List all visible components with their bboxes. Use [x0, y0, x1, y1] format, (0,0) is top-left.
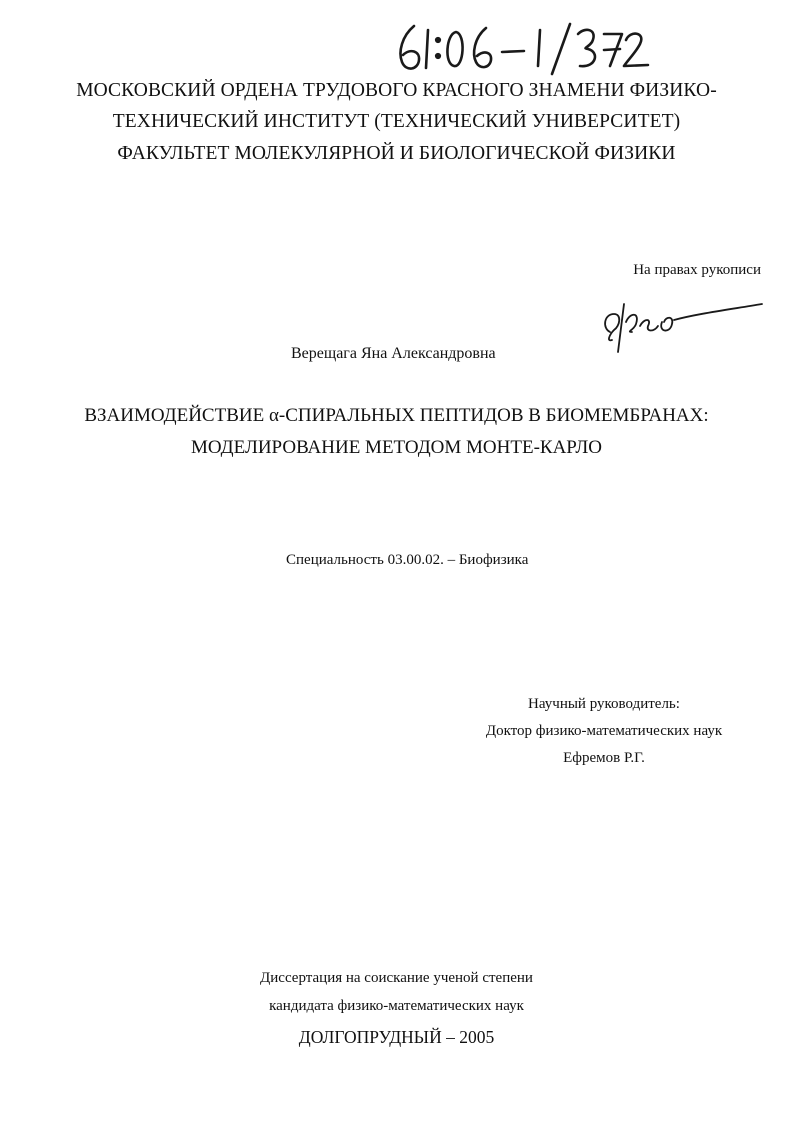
dissertation-purpose-line-2: кандидата физико-математических наук: [269, 998, 524, 1014]
specialty-line: Специальность 03.00.02. – Биофизика: [286, 552, 529, 568]
institution-line-1: МОСКОВСКИЙ ОРДЕНА ТРУДОВОГО КРАСНОГО ЗНАМЕНИ ФИЗИКО-: [76, 80, 717, 101]
scientific-advisor-block: [470, 691, 738, 772]
institution-line-2: ТЕХНИЧЕСКИЙ ИНСТИТУТ (ТЕХНИЧЕСКИЙ УНИВЕРСИТЕТ): [112, 111, 681, 132]
manuscript-rights-label: На правах рукописи: [633, 262, 761, 278]
faculty-line: ФАКУЛЬТЕТ МОЛЕКУЛЯРНОЙ И БИОЛОГИЧЕСКОЙ ФИЗИКИ: [117, 143, 676, 164]
author-signature: [596, 292, 766, 358]
thesis-title-line-2: МОДЕЛИРОВАНИЕ МЕТОДОМ МОНТЕ-КАРЛО: [190, 437, 603, 458]
signature-drawing: [596, 292, 766, 358]
advisor-name: Ефремов Р.Г.: [563, 750, 645, 766]
dissertation-footer: [0, 964, 793, 1053]
thesis-title-line-1: ВЗАИМОДЕЙСТВИЕ α-СПИРАЛЬНЫХ ПЕПТИДОВ В БИОМЕМБРАНАХ:: [84, 405, 709, 426]
dissertation-purpose-line-1: Диссертация на соискание ученой степени: [260, 970, 533, 986]
advisor-degree: Доктор физико-математических наук: [485, 723, 723, 739]
author-name: Верещага Яна Александровна: [291, 345, 496, 362]
handwritten-archive-number: [392, 18, 652, 78]
handwritten-number-drawing: [392, 18, 652, 78]
advisor-label: Научный руководитель:: [528, 696, 680, 712]
city-year: ДОЛГОПРУДНЫЙ – 2005: [298, 1027, 495, 1047]
